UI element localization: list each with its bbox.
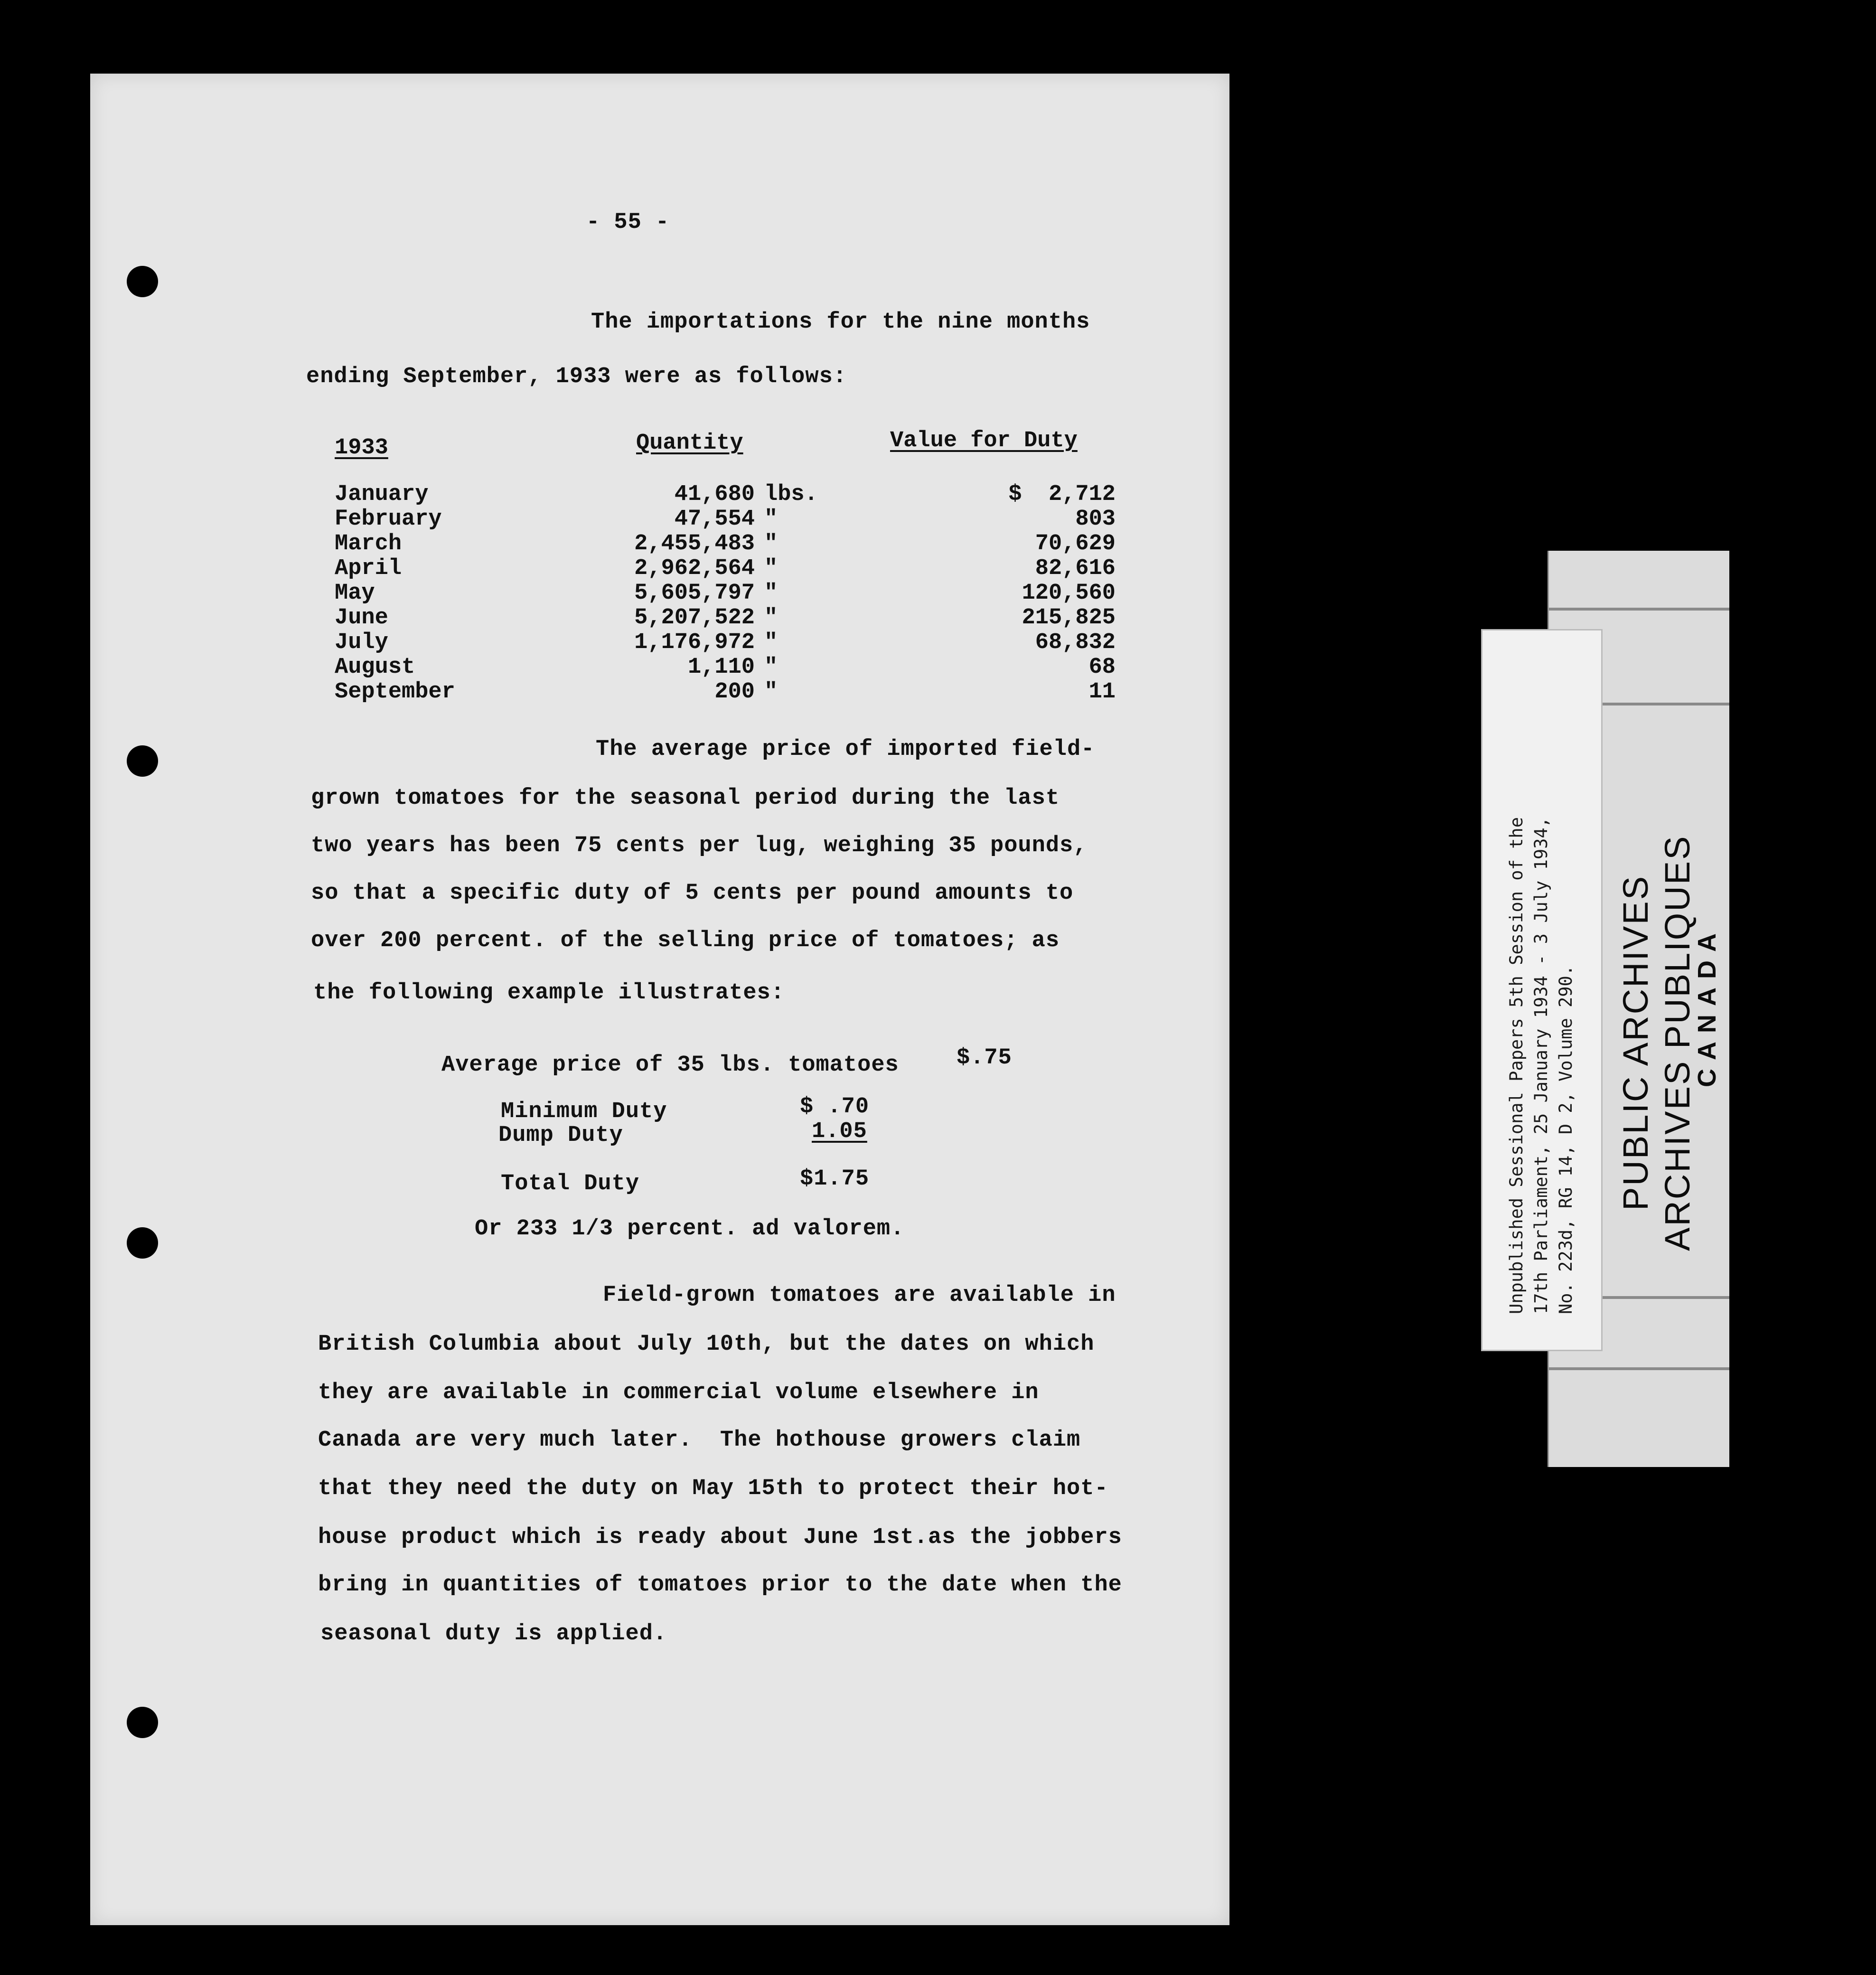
paragraph-line: they are available in commercial volume elsewhere in: [318, 1380, 1039, 1405]
minimum-duty-label: Minimum Duty: [501, 1099, 667, 1124]
slip-fold-line: [1549, 1367, 1729, 1370]
unit-cell: ": [764, 556, 778, 581]
dump-duty-label: Dump Duty: [498, 1123, 623, 1148]
ad-valorem-line: Or 233 1/3 percent. ad valorem.: [475, 1216, 905, 1241]
archive-note-line: No. 223d, RG 14, D 2, Volume 290.: [1556, 965, 1576, 1314]
unit-cell: ": [764, 507, 778, 532]
quantity-cell: 200: [714, 679, 755, 705]
paragraph-line: house product which is ready about June 1st.as the jobbers: [318, 1525, 1122, 1550]
archive-reference-slip: [1481, 629, 1603, 1351]
page-number: - 55 -: [586, 210, 670, 235]
paragraph-line: that they need the duty on May 15th to protect their hot-: [318, 1476, 1108, 1501]
stamp-public-archives: PUBLIC ARCHIVES: [1616, 875, 1655, 1211]
paragraph-line: Field-grown tomatoes are available in: [603, 1283, 1116, 1308]
paragraph-line: the following example illustrates:: [313, 980, 785, 1006]
intro-line: ending September, 1933 were as follows:: [306, 364, 847, 389]
table-row: [90, 656, 1229, 681]
quantity-cell: 2,455,483: [634, 531, 755, 556]
table-row: [90, 533, 1229, 557]
unit-cell: ": [764, 605, 778, 630]
dump-duty-value: 1.05: [812, 1119, 867, 1144]
month-cell: March: [335, 531, 402, 556]
value-cell: 11: [1088, 679, 1116, 705]
unit-cell: ": [764, 630, 778, 655]
quantity-cell: 5,207,522: [634, 605, 755, 630]
month-cell: September: [335, 679, 455, 705]
month-cell: June: [335, 605, 388, 630]
table-row: [90, 607, 1229, 631]
minimum-duty-value: $ .70: [800, 1094, 870, 1119]
quantity-cell: 1,176,972: [634, 630, 755, 655]
slip-fold-line: [1549, 608, 1729, 611]
intro-line: The importations for the nine months: [591, 310, 1090, 335]
avg-price-value: $.75: [957, 1045, 1012, 1071]
stamp-canada: CANADA: [1693, 925, 1721, 1087]
value-cell: 68: [1088, 655, 1116, 680]
punch-hole: [127, 1707, 158, 1738]
imports-table: [90, 0, 1229, 712]
unit-cell: ": [764, 531, 778, 556]
stamp-archives-publiques: ARCHIVES PUBLIQUES: [1658, 835, 1697, 1251]
value-cell: 215,825: [1022, 605, 1116, 630]
table-header-year: 1933: [335, 435, 388, 461]
value-cell: $ 2,712: [1008, 482, 1116, 507]
punch-hole: [127, 1227, 158, 1259]
table-row: [90, 557, 1229, 582]
paragraph-line: British Columbia about July 10th, but the dates on which: [318, 1332, 1095, 1357]
total-duty-label: Total Duty: [501, 1171, 640, 1196]
table-row: [90, 681, 1229, 705]
unit-cell: ": [764, 581, 778, 606]
table-header-value: Value for Duty: [890, 428, 1078, 453]
month-cell: August: [335, 655, 415, 680]
paragraph-line: The average price of imported field-: [596, 737, 1095, 762]
quantity-cell: 1,110: [687, 655, 755, 680]
paragraph-line: so that a specific duty of 5 cents per pound amounts to: [311, 881, 1074, 906]
paragraph-line: bring in quantities of tomatoes prior to the date when the: [318, 1572, 1122, 1598]
total-duty-value: $1.75: [800, 1166, 870, 1192]
unit-cell: ": [764, 655, 778, 680]
value-cell: 82,616: [1035, 556, 1116, 581]
quantity-cell: 41,680: [674, 482, 755, 507]
paragraph-line: seasonal duty is applied.: [320, 1621, 667, 1646]
archive-note-line: 17th Parliament, 25 January 1934 - 3 July 1934,: [1531, 817, 1551, 1314]
value-cell: 803: [1075, 507, 1116, 532]
table-header-quantity: Quantity: [636, 431, 743, 456]
table-row: [90, 582, 1229, 607]
value-cell: 70,629: [1035, 531, 1116, 556]
month-cell: January: [335, 482, 429, 507]
month-cell: May: [335, 581, 375, 606]
avg-price-label: Average price of 35 lbs. tomatoes: [441, 1053, 899, 1078]
table-row: [90, 508, 1229, 533]
month-cell: July: [335, 630, 388, 655]
paragraph-line: Canada are very much later. The hothouse growers claim: [318, 1428, 1081, 1453]
value-cell: 68,832: [1035, 630, 1116, 655]
unit-cell: lbs.: [764, 482, 818, 507]
paragraph-line: grown tomatoes for the seasonal period during the last: [311, 786, 1060, 811]
quantity-cell: 2,962,564: [634, 556, 755, 581]
table-row: [90, 631, 1229, 656]
paragraph-line: two years has been 75 cents per lug, weighing 35 pounds,: [311, 833, 1088, 858]
paragraph-line: over 200 percent. of the selling price of tomatoes; as: [311, 928, 1060, 953]
unit-cell: ": [764, 679, 778, 705]
month-cell: April: [335, 556, 402, 581]
quantity-cell: 47,554: [674, 507, 755, 532]
month-cell: February: [335, 507, 442, 532]
quantity-cell: 5,605,797: [634, 581, 755, 606]
value-cell: 120,560: [1022, 581, 1116, 606]
archive-note-line: Unpublished Sessional Papers 5th Session of the: [1506, 817, 1527, 1314]
punch-hole: [127, 745, 158, 777]
table-row: [90, 483, 1229, 508]
